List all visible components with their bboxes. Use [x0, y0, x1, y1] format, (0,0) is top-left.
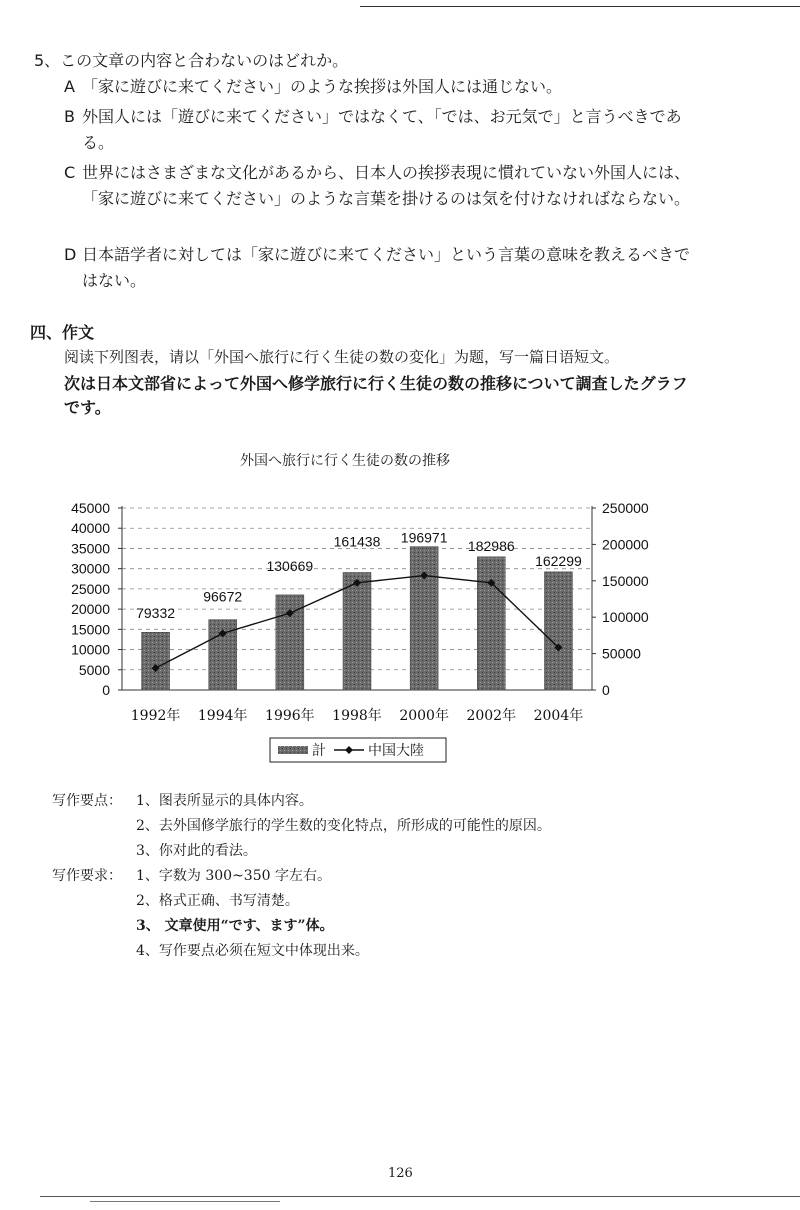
category-label: 1992年	[130, 708, 181, 724]
category-label: 1994年	[197, 708, 248, 724]
requirement-item: 1、字数为 300~350 字左右。	[136, 868, 331, 884]
point-item: 3、你对此的看法。	[136, 843, 257, 859]
category-label: 2004年	[533, 708, 584, 724]
category-label: 2000年	[399, 708, 449, 724]
right-tick-label: 150000	[602, 572, 649, 589]
question-5-title: 5、この文章の内容と合わないのはどれか。	[34, 51, 349, 70]
top-rule	[360, 6, 800, 7]
point-item: 2、去外国修学旅行的学生数的变化特点，所形成的可能性的原因。	[136, 818, 551, 834]
data-label: 196971	[400, 529, 448, 546]
legend-bar-label: 計	[312, 743, 326, 759]
left-tick-label: 40000	[71, 520, 110, 537]
legend-bar-swatch	[278, 746, 308, 754]
data-label: 161438	[333, 533, 381, 550]
legend-line-label: 中国大陸	[368, 743, 424, 759]
left-tick-label: 20000	[71, 601, 110, 618]
left-tick-label: 25000	[71, 580, 110, 597]
category-label: 1998年	[332, 708, 382, 724]
task-description: 次は日本文部省によって外国へ修学旅行に行く生徒の数の推移について調査したグラフです。	[64, 374, 688, 417]
right-tick-label: 50000	[602, 645, 641, 662]
bar	[477, 557, 505, 690]
bar	[142, 632, 170, 690]
left-tick-label: 10000	[71, 641, 110, 658]
page-number: 126	[388, 1166, 413, 1181]
left-tick-label: 15000	[71, 621, 110, 638]
bottom-rule	[40, 1196, 800, 1197]
bar	[343, 572, 371, 690]
data-label: 162299	[535, 552, 582, 569]
point-item: 1、图表所显示的具体内容。	[136, 793, 313, 809]
option-c	[64, 160, 704, 212]
requirements-heading: 写作要求：	[52, 868, 122, 884]
chart-title: 外国へ旅行に行く生徒の数の推移	[240, 453, 450, 469]
category-label: 1996年	[265, 708, 315, 724]
option-d	[64, 242, 704, 294]
option-a	[64, 74, 704, 100]
data-label: 96672	[203, 588, 243, 605]
bottom-rule-short	[90, 1201, 280, 1202]
right-tick-label: 250000	[602, 500, 649, 516]
chart	[71, 490, 680, 780]
data-label: 79332	[136, 605, 176, 622]
option-text: 外国人には「遊びに来てください」ではなくて、「では、お元気で」と言うべきである。	[82, 107, 682, 152]
option-label: B	[64, 107, 75, 126]
section-title: 四、作文	[30, 323, 95, 342]
option-text: 「家に遊びに来てください」のような挨拶は外国人には通じない。	[82, 77, 563, 96]
bar	[544, 572, 572, 690]
points-heading: 写作要点：	[52, 793, 122, 809]
requirement-item: 4、写作要点必须在短文中体现出来。	[136, 943, 369, 959]
left-tick-label: 30000	[71, 560, 110, 577]
left-tick-label: 45000	[71, 500, 110, 516]
section-instruction: 阅读下列图表，请以「外国へ旅行に行く生徒の数の変化」为题，写一篇日语短文。	[64, 348, 620, 366]
data-label: 130669	[266, 557, 314, 574]
left-tick-label: 5000	[78, 661, 110, 678]
left-tick-label: 35000	[71, 540, 110, 557]
option-label: C	[64, 163, 76, 182]
option-b	[64, 104, 704, 156]
option-label: D	[64, 245, 77, 264]
data-label: 182986	[467, 537, 515, 554]
requirement-item: 2、格式正确、书写清楚。	[136, 893, 299, 909]
requirement-item: 3、 文章使用“です、ます”体。	[136, 918, 334, 934]
option-label: A	[64, 77, 75, 96]
right-tick-label: 100000	[602, 609, 649, 626]
right-tick-label: 200000	[602, 536, 649, 553]
category-label: 2002年	[466, 708, 517, 724]
left-tick-label: 0	[102, 682, 110, 698]
option-text: 日本語学者に対しては「家に遊びに来てください」という言葉の意味を教えるべきではない。	[82, 245, 691, 290]
right-tick-label: 0	[602, 682, 610, 698]
option-text: 世界にはさまざまな文化があるから、日本人の挨拶表現に慣れていない外国人には、「家に遊びに来てください」のような言葉を掛けるのは気を付けなければならない。	[82, 163, 691, 208]
bar	[410, 547, 438, 690]
